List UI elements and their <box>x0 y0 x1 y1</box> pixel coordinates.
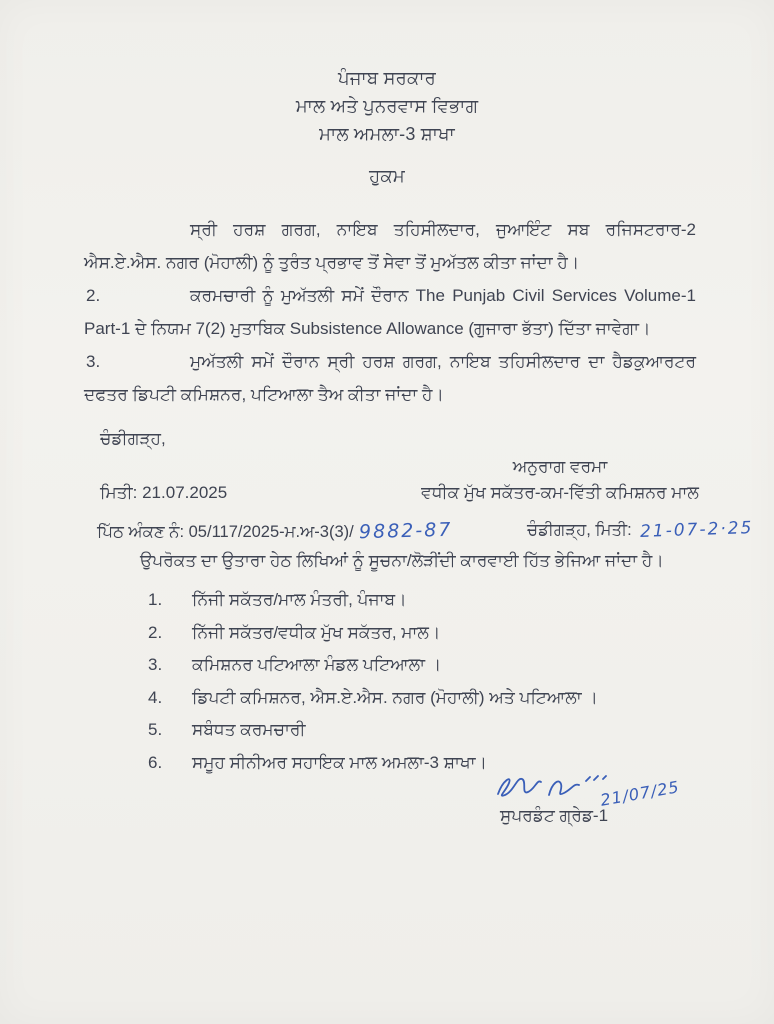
order-body <box>84 213 696 411</box>
handwritten-signature <box>494 770 614 806</box>
recipient-list <box>148 584 598 779</box>
recipient-item <box>148 584 598 617</box>
forwarding-line: ਉਪਰੋਕਤ ਦਾ ਉਤਾਰਾ ਹੇਠ ਲਿਖਿਆਂ ਨੂੰ ਸੂਚਨਾ/ਲੋੜੀਂਦੀ ਕਾਰਵਾਈ ਹਿੱਤ ਭੇਜਿਆ ਜਾਂਦਾ ਹੈ। <box>140 551 664 570</box>
signature-scribble-icon <box>494 770 614 806</box>
handwritten-ref-number: 9882-87 <box>358 518 453 544</box>
order-heading: ਹੁਕਮ <box>369 166 405 186</box>
order-paragraph-2 <box>84 279 696 345</box>
superintendent-designation: ਸੁਪਰਡੰਟ ਗ੍ਰੇਡ-1 <box>500 806 609 825</box>
recipient-item <box>148 714 598 747</box>
order-paragraph-1 <box>84 213 696 279</box>
recipient-item <box>148 617 598 650</box>
recipient-number: 3. <box>148 655 163 674</box>
handwritten-date: 21-07-2·25 <box>639 518 754 542</box>
department-name: ਮਾਲ ਅਤੇ ਪੁਨਰਵਾਸ ਵਿਭਾਗ <box>295 96 479 116</box>
recipient-item <box>148 682 598 715</box>
recipient-text: ਡਿਪਟੀ ਕਮਿਸ਼ਨਰ, ਐਸ.ਏ.ਐਸ. ਨਗਰ (ਮੋਹਾਲੀ) ਅਤੇ ਪਟਿਆਲਾ । <box>192 687 598 707</box>
recipient-item <box>148 649 598 682</box>
recipient-text: ਸਬੰਧਤ ਕਰਮਚਾਰੀ <box>192 720 306 739</box>
paragraph-text: ਮੁਅੱਤਲੀ ਸਮੇਂ ਦੌਰਾਨ ਸ੍ਰੀ ਹਰਸ਼ ਗਰਗ, ਨਾਇਬ ਤਹਿਸੀਲਦਾਰ ਦਾ ਹੈਡਕੁਆਰਟਰ ਦਫਤਰ ਡਿਪਟੀ ਕਮਿਸ਼ਨਰ, ਪਟਿਆਲਾ ਤੈਅ ਕੀਤਾ ਜਾਂਦਾ ਹੈ। <box>84 352 696 404</box>
signatory-name: ਅਨੁਰਾਗ ਵਰਮਾ <box>512 457 608 476</box>
endorsement-place-date <box>527 520 753 540</box>
endorsement-reference <box>97 520 452 542</box>
paragraph-text: ਕਰਮਚਾਰੀ ਨੂੰ ਮੁਅੱਤਲੀ ਸਮੇਂ ਦੌਰਾਨ The Punjab Civil Services Volume-1 Part-1 ਦੇ ਨਿਯਮ 7(2) ਮੁਤਾਬਿਕ Subsistence Allowance (ਗੁਜਾਰਾ ਭੱਤਾ) ਦਿੱਤਾ ਜਾਵੇਗਾ। <box>84 286 696 338</box>
paragraph-number: 2. <box>86 286 101 305</box>
government-name: ਪੰਜਾਬ ਸਰਕਾਰ <box>337 68 437 88</box>
signature-date: 21/07/25 <box>598 777 681 810</box>
recipient-number: 2. <box>148 622 163 642</box>
recipient-number: 4. <box>148 687 163 707</box>
recipient-number: 5. <box>148 720 163 739</box>
endorsement-place-date-label: ਚੰਡੀਗੜ੍ਹ, ਮਿਤੀ: <box>527 521 632 539</box>
issue-date: ਮਿਤੀ: 21.07.2025 <box>100 483 228 502</box>
recipient-text: ਨਿੱਜੀ ਸਕੱਤਰ/ਮਾਲ ਮੰਤਰੀ, ਪੰਜਾਬ। <box>192 590 407 609</box>
recipient-text: ਸਮੂਹ ਸੀਨੀਅਰ ਸਹਾਇਕ ਮਾਲ ਅਮਲਾ-3 ਸ਼ਾਖਾ। <box>192 752 487 772</box>
recipient-number: 1. <box>148 590 163 609</box>
paragraph-number: 3. <box>86 352 101 371</box>
recipient-text: ਨਿੱਜੀ ਸਕੱਤਰ/ਵਧੀਕ ਮੁੱਖ ਸਕੱਤਰ, ਮਾਲ। <box>192 622 441 642</box>
signatory-designation: ਵਧੀਕ ਮੁੱਖ ਸਕੱਤਰ-ਕਮ-ਵਿੱਤੀ ਕਮਿਸ਼ਨਰ ਮਾਲ <box>421 483 699 502</box>
order-paragraph-3 <box>84 345 696 411</box>
paragraph-text: ਸ੍ਰੀ ਹਰਸ਼ ਗਰਗ, ਨਾਇਬ ਤਹਿਸੀਲਦਾਰ, ਜੁਆਇੰਟ ਸਬ ਰਜਿਸਟਰਾਰ-2 ਐਸ.ਏ.ਐਸ. ਨਗਰ (ਮੋਹਾਲੀ) ਨੂੰ ਤੁਰੰਤ ਪ੍ਰਭਾਵ ਤੋਂ ਸੇਵਾ ਤੋਂ ਮੁਅੱਤਲ ਕੀਤਾ ਜਾਂਦਾ ਹੈ। <box>84 220 696 272</box>
recipient-text: ਕਮਿਸ਼ਨਰ ਪਟਿਆਲਾ ਮੰਡਲ ਪਟਿਆਲਾ । <box>192 655 442 674</box>
endorsement-ref-label: ਪਿੱਠ ਅੰਕਣ ਨੰ: 05/117/2025-ਮ.ਅ-3(3)/ <box>97 523 354 541</box>
issue-place: ਚੰਡੀਗੜ੍ਹ, <box>100 429 166 448</box>
branch-name: ਮਾਲ ਅਮਲਾ-3 ਸ਼ਾਖਾ <box>319 124 455 144</box>
recipient-number: 6. <box>148 752 163 772</box>
